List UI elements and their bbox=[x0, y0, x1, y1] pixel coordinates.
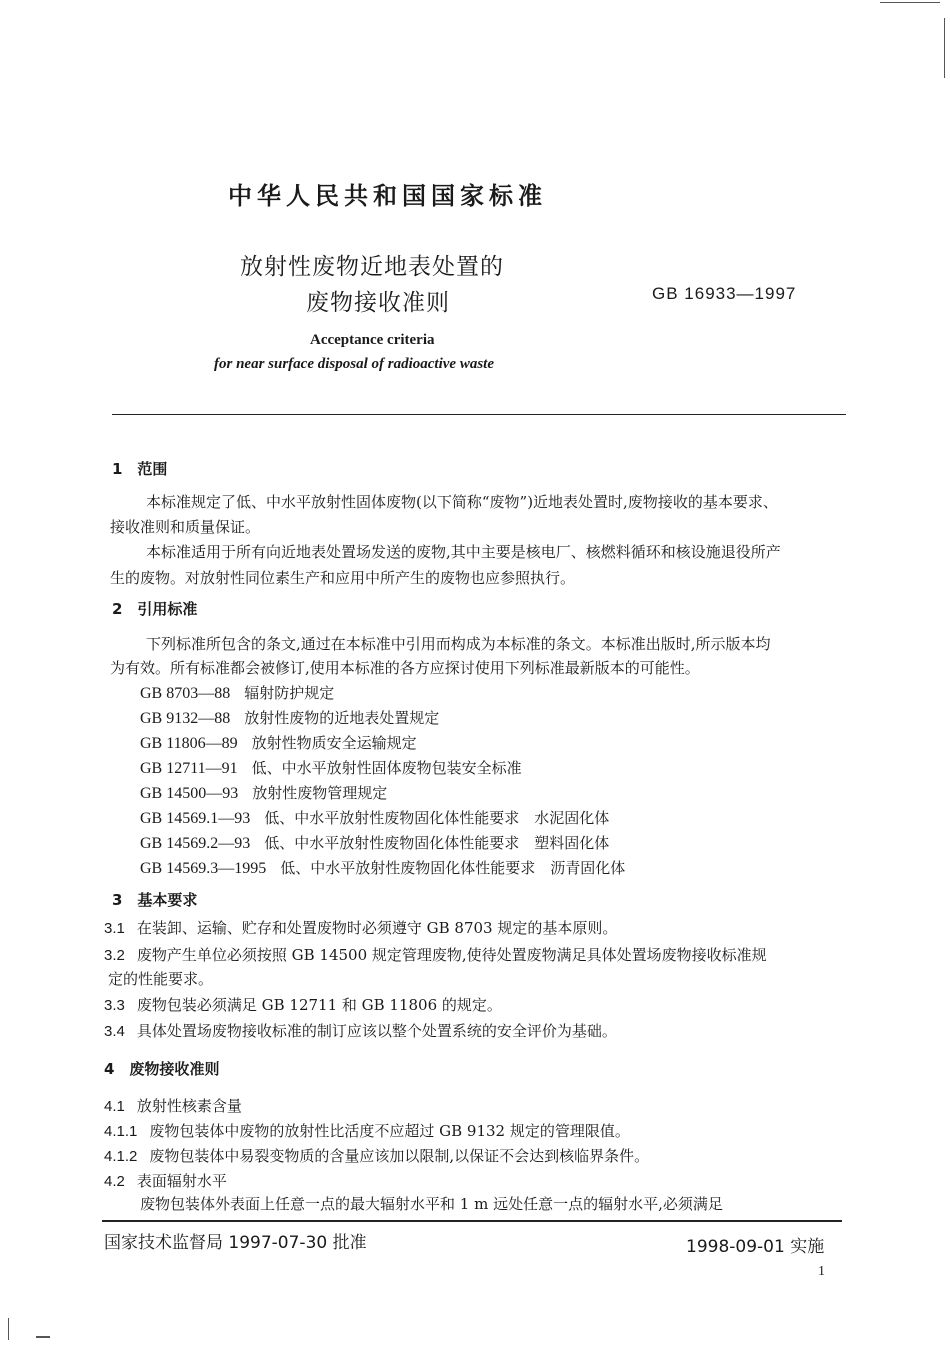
english-title-line1: Acceptance criteria bbox=[310, 332, 435, 348]
effective-date: 1998-09-01 实施 bbox=[686, 1237, 825, 1257]
org-title: 中华人民共和国国家标准 bbox=[228, 182, 547, 210]
reference-item: GB 14500—93 放射性废物管理规定 bbox=[140, 784, 388, 802]
reference-item: GB 14569.3—1995 低、中水平放射性废物固化体性能要求 沥青固化体 bbox=[140, 859, 626, 877]
clause-3-2: 3.2 废物产生单位必须按照 GB 14500 规定管理废物,使待处置废物满足具体处置场废物接收标准规 bbox=[104, 946, 767, 964]
page-number: 1 bbox=[818, 1264, 825, 1279]
clause-4-2: 4.2 表面辐射水平 bbox=[104, 1172, 227, 1190]
scan-mark bbox=[944, 18, 945, 78]
doc-title-line1: 放射性废物近地表处置的 bbox=[240, 254, 504, 280]
title-divider bbox=[112, 414, 846, 415]
clause-3-1: 3.1 在装卸、运输、贮存和处置废物时必须遵守 GB 8703 规定的基本原则。 bbox=[104, 919, 618, 937]
clause-3-4: 3.4 具体处置场废物接收标准的制订应该以整个处置系统的安全评价为基础。 bbox=[104, 1022, 617, 1040]
scan-mark bbox=[880, 2, 940, 3]
doc-title-line2: 废物接收准则 bbox=[306, 290, 450, 316]
clause-4-1: 4.1 放射性核素含量 bbox=[104, 1097, 242, 1115]
s2-p1-line2: 为有效。所有标准都会被修订,使用本标准的各方应探讨使用下列标准最新版本的可能性。 bbox=[110, 659, 700, 677]
section-1-heading: 1 范围 bbox=[112, 460, 168, 478]
reference-item: GB 9132—88 放射性废物的近地表处置规定 bbox=[140, 709, 440, 727]
scan-mark bbox=[8, 1318, 9, 1340]
s1-p1-line1: 本标准规定了低、中水平放射性固体废物(以下简称“废物”)近地表处置时,废物接收的基本要求、 bbox=[146, 493, 778, 511]
s2-p1-line1: 下列标准所包含的条文,通过在本标准中引用而构成为本标准的条文。本标准出版时,所示版本均 bbox=[146, 635, 771, 653]
clause-4-1-1: 4.1.1 废物包装体中废物的放射性比活度不应超过 GB 9132 规定的管理限值。 bbox=[104, 1122, 630, 1140]
s1-p1-line2: 接收准则和质量保证。 bbox=[110, 518, 261, 536]
s1-p2-line1: 本标准适用于所有向近地表处置场发送的废物,其中主要是核电厂、核燃料循环和核设施退役所产 bbox=[146, 543, 781, 561]
reference-item: GB 11806—89 放射性物质安全运输规定 bbox=[140, 734, 417, 752]
clause-4-2-body: 废物包装体外表面上任意一点的最大辐射水平和 1 m 远处任意一点的辐射水平,必须满足 bbox=[140, 1195, 723, 1213]
section-3-heading: 3 基本要求 bbox=[112, 891, 198, 909]
footer-divider bbox=[102, 1220, 842, 1222]
reference-item: GB 14569.1—93 低、中水平放射性废物固化体性能要求 水泥固化体 bbox=[140, 809, 610, 827]
scan-mark bbox=[36, 1336, 50, 1338]
approval-info: 国家技术监督局 1997-07-30 批准 bbox=[104, 1233, 367, 1253]
reference-item: GB 14569.2—93 低、中水平放射性废物固化体性能要求 塑料固化体 bbox=[140, 834, 610, 852]
clause-3-3: 3.3 废物包装必须满足 GB 12711 和 GB 11806 的规定。 bbox=[104, 996, 502, 1014]
s1-p2-line2: 生的废物。对放射性同位素生产和应用中所产生的废物也应参照执行。 bbox=[110, 569, 576, 587]
english-title-line2: for near surface disposal of radioactive waste bbox=[214, 356, 494, 372]
reference-item: GB 12711—91 低、中水平放射性固体废物包装安全标准 bbox=[140, 759, 522, 777]
clause-3-2-cont: 定的性能要求。 bbox=[108, 970, 214, 988]
standard-number: GB 16933—1997 bbox=[652, 284, 797, 303]
reference-item: GB 8703—88 辐射防护规定 bbox=[140, 684, 335, 702]
section-2-heading: 2 引用标准 bbox=[112, 600, 198, 618]
section-4-heading: 4 废物接收准则 bbox=[104, 1060, 220, 1078]
clause-4-1-2: 4.1.2 废物包装体中易裂变物质的含量应该加以限制,以保证不会达到核临界条件。 bbox=[104, 1147, 650, 1165]
